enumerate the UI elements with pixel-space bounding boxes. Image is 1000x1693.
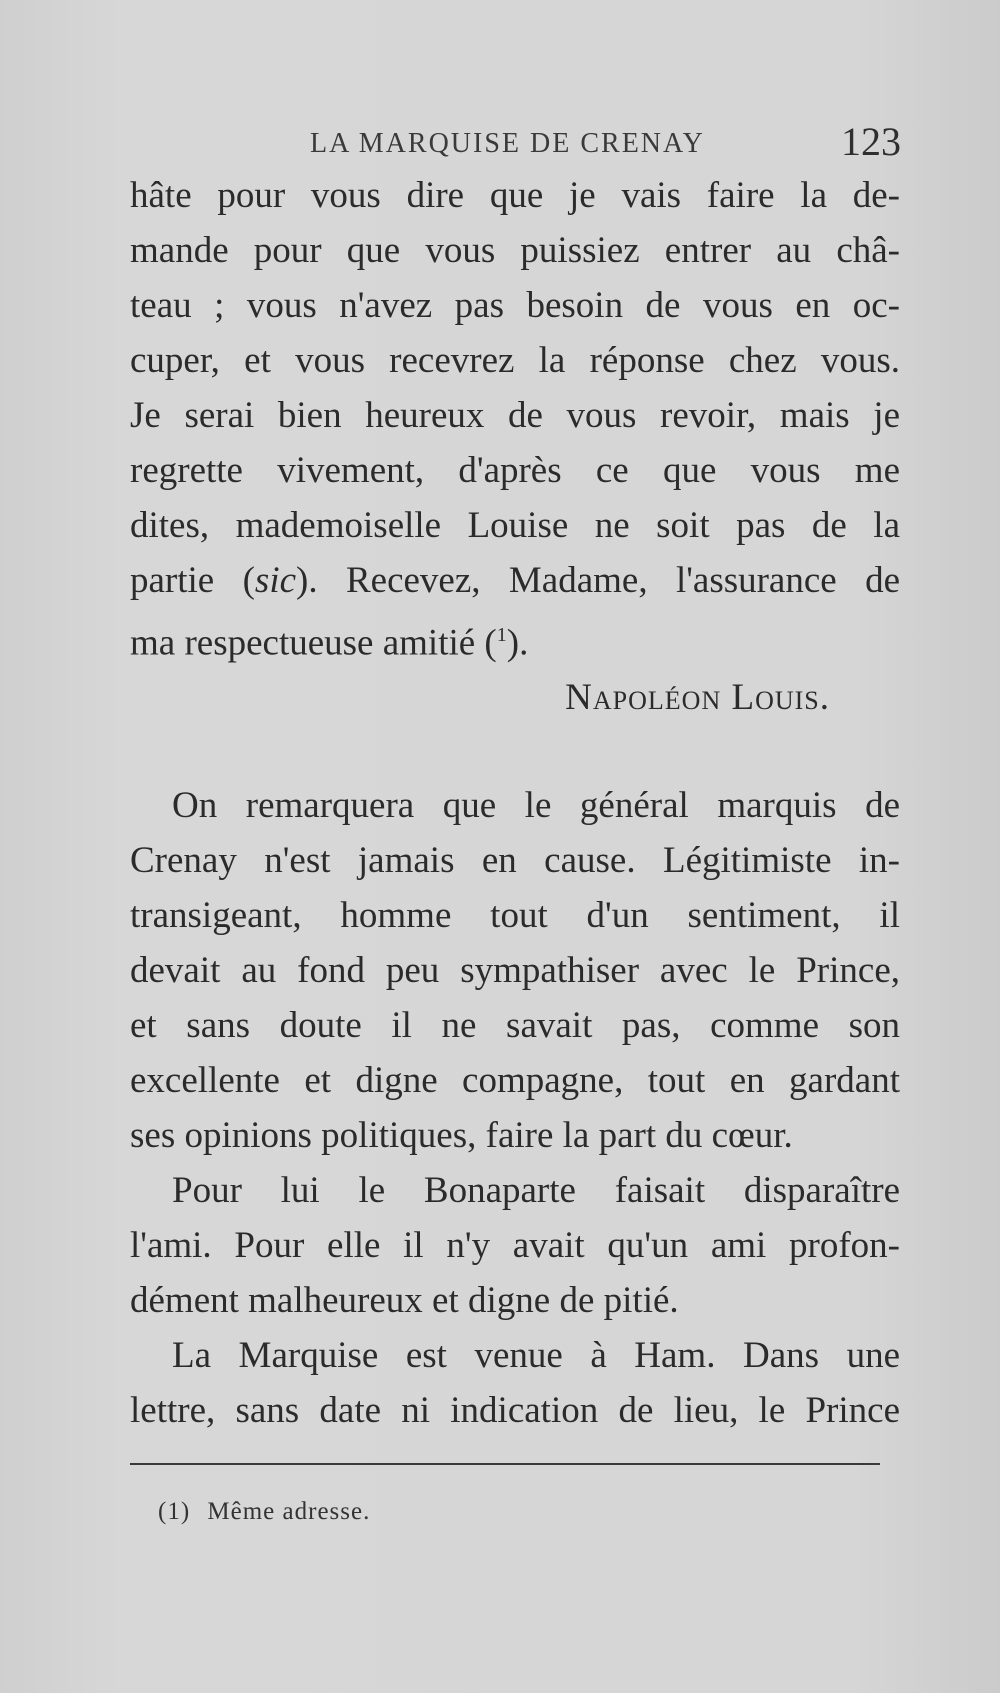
closing-after: ).: [506, 622, 529, 664]
closing-text: ma respectueuse amitié (: [130, 622, 497, 664]
text-line-closing: [130, 608, 900, 663]
text-line-sic: [130, 553, 900, 608]
footnote-reference[interactable]: 1: [496, 624, 507, 646]
footnote: [158, 1498, 370, 1526]
text-line: lettre, sans date ni indication de lieu, le Prince: [130, 1390, 900, 1431]
text-line: cuper, et vous recevrez la réponse chez vous.: [130, 340, 900, 381]
footnote-text: Même adresse.: [207, 1498, 371, 1525]
section-gap: [130, 733, 900, 778]
running-head: [130, 118, 905, 168]
sic-line-before: partie (: [130, 560, 255, 601]
sic-italic: sic: [254, 560, 297, 601]
signature: Napoléon Louis.: [565, 677, 830, 718]
text-line: dites, mademoiselle Louise ne soit pas de la: [130, 505, 900, 546]
text-line: hâte pour vous dire que je vais faire la de-: [130, 175, 900, 216]
text-line: teau ; vous n'avez pas besoin de vous en oc-: [130, 285, 900, 326]
text-line: Je serai bien heureux de vous revoir, mais je: [130, 395, 900, 436]
text-line: regrette vivement, d'après ce que vous me: [130, 450, 900, 491]
footnote-rule: [130, 1463, 880, 1465]
text-line: mande pour que vous puissiez entrer au châ-: [130, 230, 900, 271]
text-line: Crenay n'est jamais en cause. Légitimiste in-: [130, 840, 900, 881]
sic-line-after: ). Recevez, Madame, l'assurance de: [296, 560, 900, 601]
page-number: 123: [841, 119, 901, 164]
text-line: ses opinions politiques, faire la part du cœur.: [130, 1115, 793, 1156]
footnote-marker: (1): [158, 1498, 191, 1525]
text-line: La Marquise est venue à Ham. Dans une: [172, 1335, 900, 1376]
text-line: et sans doute il ne savait pas, comme son: [130, 1005, 900, 1046]
text-line: excellente et digne compagne, tout en gardant: [130, 1060, 900, 1101]
running-title: LA MARQUISE DE CRENAY: [310, 128, 705, 159]
text-line: l'ami. Pour elle il n'y avait qu'un ami profon-: [130, 1225, 900, 1266]
text-line: dément malheureux et digne de pitié.: [130, 1280, 679, 1321]
text-line: transigeant, homme tout d'un sentiment, il: [130, 895, 900, 936]
text-line: devait au fond peu sympathiser avec le Prince,: [130, 950, 900, 991]
text-line: Pour lui le Bonaparte faisait disparaître: [172, 1170, 900, 1211]
text-line: On remarquera que le général marquis de: [172, 785, 900, 826]
body-text: [130, 168, 900, 1438]
